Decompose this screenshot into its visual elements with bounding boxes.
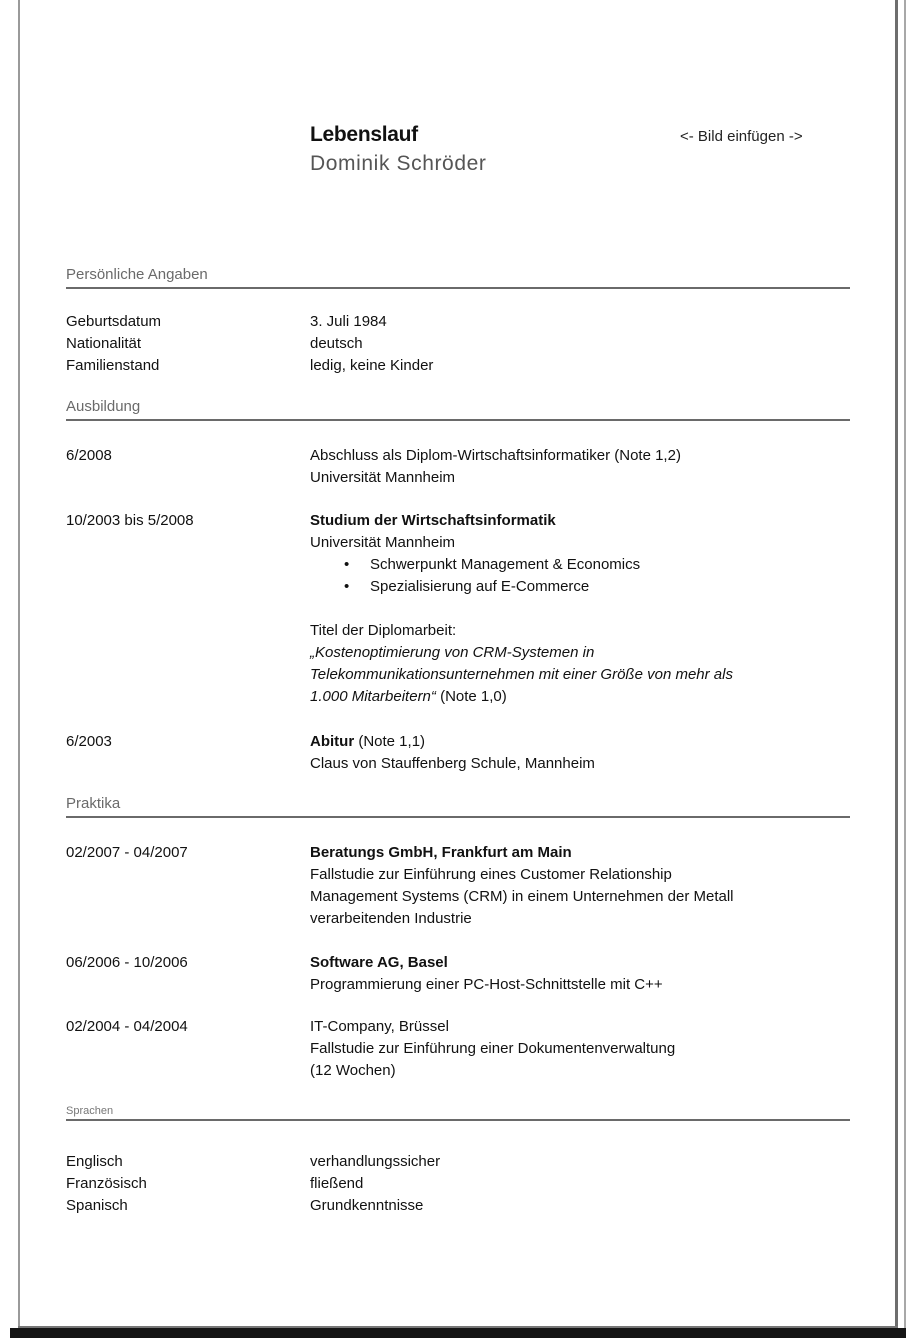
education-bullet-list (310, 554, 855, 598)
internship-description: Fallstudie zur Einführung einer Dokumentenverwaltung (310, 1040, 676, 1057)
personal-label-marital: Familienstand (66, 357, 160, 374)
thesis-title-end: 1.000 Mitarbeitern“ (310, 688, 436, 705)
page-shadow-bottom (10, 1328, 906, 1338)
section-heading-education: Ausbildung (66, 398, 850, 421)
personal-value-birthdate: 3. Juli 1984 (310, 313, 387, 330)
page-edge-right (895, 0, 898, 1330)
thesis-label: Titel der Diplomarbeit: (310, 622, 457, 639)
language-label: Spanisch (66, 1197, 128, 1214)
language-label: Englisch (66, 1153, 123, 1170)
language-label: Französisch (66, 1175, 147, 1192)
education-place: Universität Mannheim (310, 534, 456, 551)
section-heading-internships: Praktika (66, 795, 850, 818)
education-entry (310, 510, 855, 708)
section-heading-personal: Persönliche Angaben (66, 266, 850, 289)
education-entry (310, 445, 855, 489)
personal-label-birthdate: Geburtsdatum (66, 313, 162, 330)
internship-company: Software AG, Basel (310, 954, 448, 971)
language-level: fließend (310, 1175, 364, 1192)
education-date: 10/2003 bis 5/2008 (66, 512, 194, 529)
education-place: Claus von Stauffenberg Schule, Mannheim (310, 755, 595, 772)
page-edge-shadow-right (904, 0, 906, 1336)
education-date: 6/2008 (66, 447, 112, 464)
internship-date: 02/2007 - 04/2007 (66, 844, 188, 861)
personal-label-nationality: Nationalität (66, 335, 142, 352)
thesis-title-line (310, 686, 855, 708)
education-date: 6/2003 (66, 733, 112, 750)
thesis-title-line: „Kostenoptimierung von CRM-Systemen in (310, 644, 595, 661)
language-level: Grundkenntnisse (310, 1197, 424, 1214)
internship-description: Fallstudie zur Einführung eines Customer Relationship (310, 866, 672, 883)
internship-company: IT-Company, Brüssel (310, 1018, 449, 1035)
internship-description: Management Systems (CRM) in einem Unternehmen der Metall (310, 888, 734, 905)
internship-description: Programmierung einer PC-Host-Schnittstelle mit C++ (310, 976, 663, 993)
personal-value-nationality: deutsch (310, 335, 363, 352)
internship-description: verarbeitenden Industrie (310, 910, 472, 927)
internship-entry (310, 952, 855, 996)
internship-description: (12 Wochen) (310, 1062, 396, 1079)
education-entry (310, 731, 855, 775)
section-heading-languages: Sprachen (66, 1105, 850, 1121)
internship-entry (310, 1016, 855, 1082)
insert-photo-placeholder[interactable]: <- Bild einfügen -> (680, 128, 803, 145)
education-title: Abschluss als Diplom-Wirtschaftsinformatiker (Note 1,2) (310, 447, 681, 464)
list-item: • Schwerpunkt Management & Economics (370, 554, 855, 576)
person-name: Dominik Schröder (310, 152, 487, 175)
internship-entry (310, 842, 855, 930)
education-title-line (310, 731, 855, 753)
internship-date: 06/2006 - 10/2006 (66, 954, 188, 971)
personal-value-marital: ledig, keine Kinder (310, 357, 434, 374)
thesis-grade: (Note 1,0) (435, 688, 507, 705)
document-title: Lebenslauf (310, 123, 418, 146)
education-place: Universität Mannheim (310, 469, 456, 486)
internship-date: 02/2004 - 04/2004 (66, 1018, 188, 1035)
education-title: Studium der Wirtschaftsinformatik (310, 512, 556, 529)
education-title: Abitur (310, 733, 355, 750)
internship-company: Beratungs GmbH, Frankfurt am Main (310, 844, 572, 861)
list-item: • Spezialisierung auf E-Commerce (370, 576, 855, 598)
thesis-title-line: Telekommunikationsunternehmen mit einer Größe von mehr als (310, 666, 733, 683)
language-level: verhandlungssicher (310, 1153, 441, 1170)
education-grade: (Note 1,1) (354, 733, 426, 750)
page-edge-left (18, 0, 20, 1330)
